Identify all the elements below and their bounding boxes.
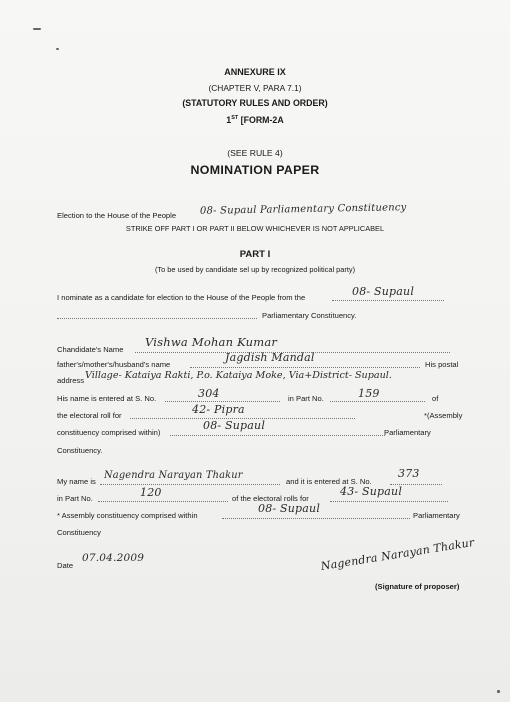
father-name-dots: [190, 367, 420, 368]
strike-note: STRIKE OFF PART I OR PART II BELOW WHICHEVER IS NOT APPLICABEL: [125, 224, 385, 233]
assembly-label: *(Assembly: [424, 411, 463, 420]
proposer-assembly-value: 08- Supaul: [258, 502, 321, 515]
part-subtitle: (To be used by candidate sel up by recognized political party): [154, 265, 356, 274]
of-label: of: [432, 394, 439, 403]
proposer-partno-value: 120: [140, 486, 162, 499]
parliamentary-label: Parliamentary: [384, 428, 431, 437]
constituency-label: Constituency.: [57, 446, 103, 455]
proposer-partno-label: in Part No.: [57, 494, 93, 503]
roll-value: 42- Pipra: [192, 403, 245, 416]
sno-label: His name is entered at S. No.: [57, 394, 157, 403]
proposer-signature: Nagendra Narayan Thakur: [319, 535, 476, 573]
election-value: 08- Supaul Parliamentary Constituency: [199, 202, 407, 217]
nomination-label: I nominate as a candidate for election to the House of the People from the: [57, 293, 306, 302]
proposer-rolls-dots: [330, 501, 448, 502]
proposer-constituency-label: Constituency: [57, 528, 101, 537]
candidate-name-label: Chandidate's Name: [57, 345, 124, 354]
proposer-name-prefix: My name is: [57, 477, 96, 486]
date-label: Date: [57, 561, 74, 570]
chapter-line: (CHAPTER V, PARA 7.1): [208, 83, 302, 93]
date-value: 07.04.2009: [82, 552, 145, 564]
proposer-assembly-dots: [222, 518, 410, 519]
rules-line: (STATUTORY RULES AND ORDER): [182, 98, 328, 108]
signature-label: (Signature of proposer): [375, 582, 460, 591]
proposer-parliamentary-label: Parliamentary: [413, 511, 460, 520]
comprised-dots: [170, 435, 385, 436]
candidate-name-value: Vishwa Mohan Kumar: [145, 335, 278, 349]
proposer-rolls-value: 43- Supaul: [340, 485, 403, 498]
address-label: address: [57, 376, 85, 385]
page-title: NOMINATION PAPER: [190, 163, 320, 177]
nomination-dots-2: [57, 318, 257, 319]
proposer-name-value: Nagendra Narayan Thakur: [104, 470, 243, 481]
form-ordinal: ST: [231, 115, 239, 122]
partno-label: in Part No.: [288, 394, 324, 403]
nomination-constituency-label: Parliamentary Constituency.: [262, 311, 357, 320]
father-name-value: Jagdish Mandal: [225, 351, 315, 364]
scan-speck: [33, 28, 41, 30]
father-name-label: father's/mother's/husband's name: [57, 360, 171, 369]
proposer-name-dots: [100, 484, 280, 485]
postal-label: His postal: [425, 360, 459, 369]
partno-dots: [330, 401, 425, 402]
proposer-entered-label: and it is entered at S. No.: [286, 477, 372, 486]
sno-dots: [165, 401, 280, 402]
part-title: PART I: [239, 249, 271, 260]
nomination-value: 08- Supaul: [352, 285, 415, 298]
form-line: [0, 115, 510, 125]
rule-line: (SEE RULE 4): [227, 148, 283, 158]
election-label: Election to the House of the People: [57, 211, 177, 220]
form-name: [FORM-2A: [238, 115, 284, 125]
comprised-value: 08- Supaul: [203, 419, 266, 432]
sno-value: 304: [198, 387, 220, 400]
nomination-dots: [332, 300, 444, 301]
roll-label: the electoral roll for: [57, 411, 122, 420]
annexure-heading: ANNEXURE IX: [224, 67, 286, 77]
scan-speck: [56, 48, 59, 50]
proposer-rolls-label: of the electoral rolls for: [232, 494, 309, 503]
comprised-label: constituency comprised within): [57, 428, 161, 437]
form-number: 1: [226, 115, 232, 125]
proposer-assembly-label: * Assembly constituency comprised within: [57, 511, 198, 520]
proposer-partno-dots: [98, 501, 228, 502]
proposer-sno-value: 373: [398, 467, 420, 480]
scan-speck: [497, 690, 500, 693]
partno-value: 159: [358, 387, 380, 400]
address-value: Village- Kataiya Rakti, P.o. Kataiya Moke, Via+District- Supaul.: [85, 370, 392, 381]
